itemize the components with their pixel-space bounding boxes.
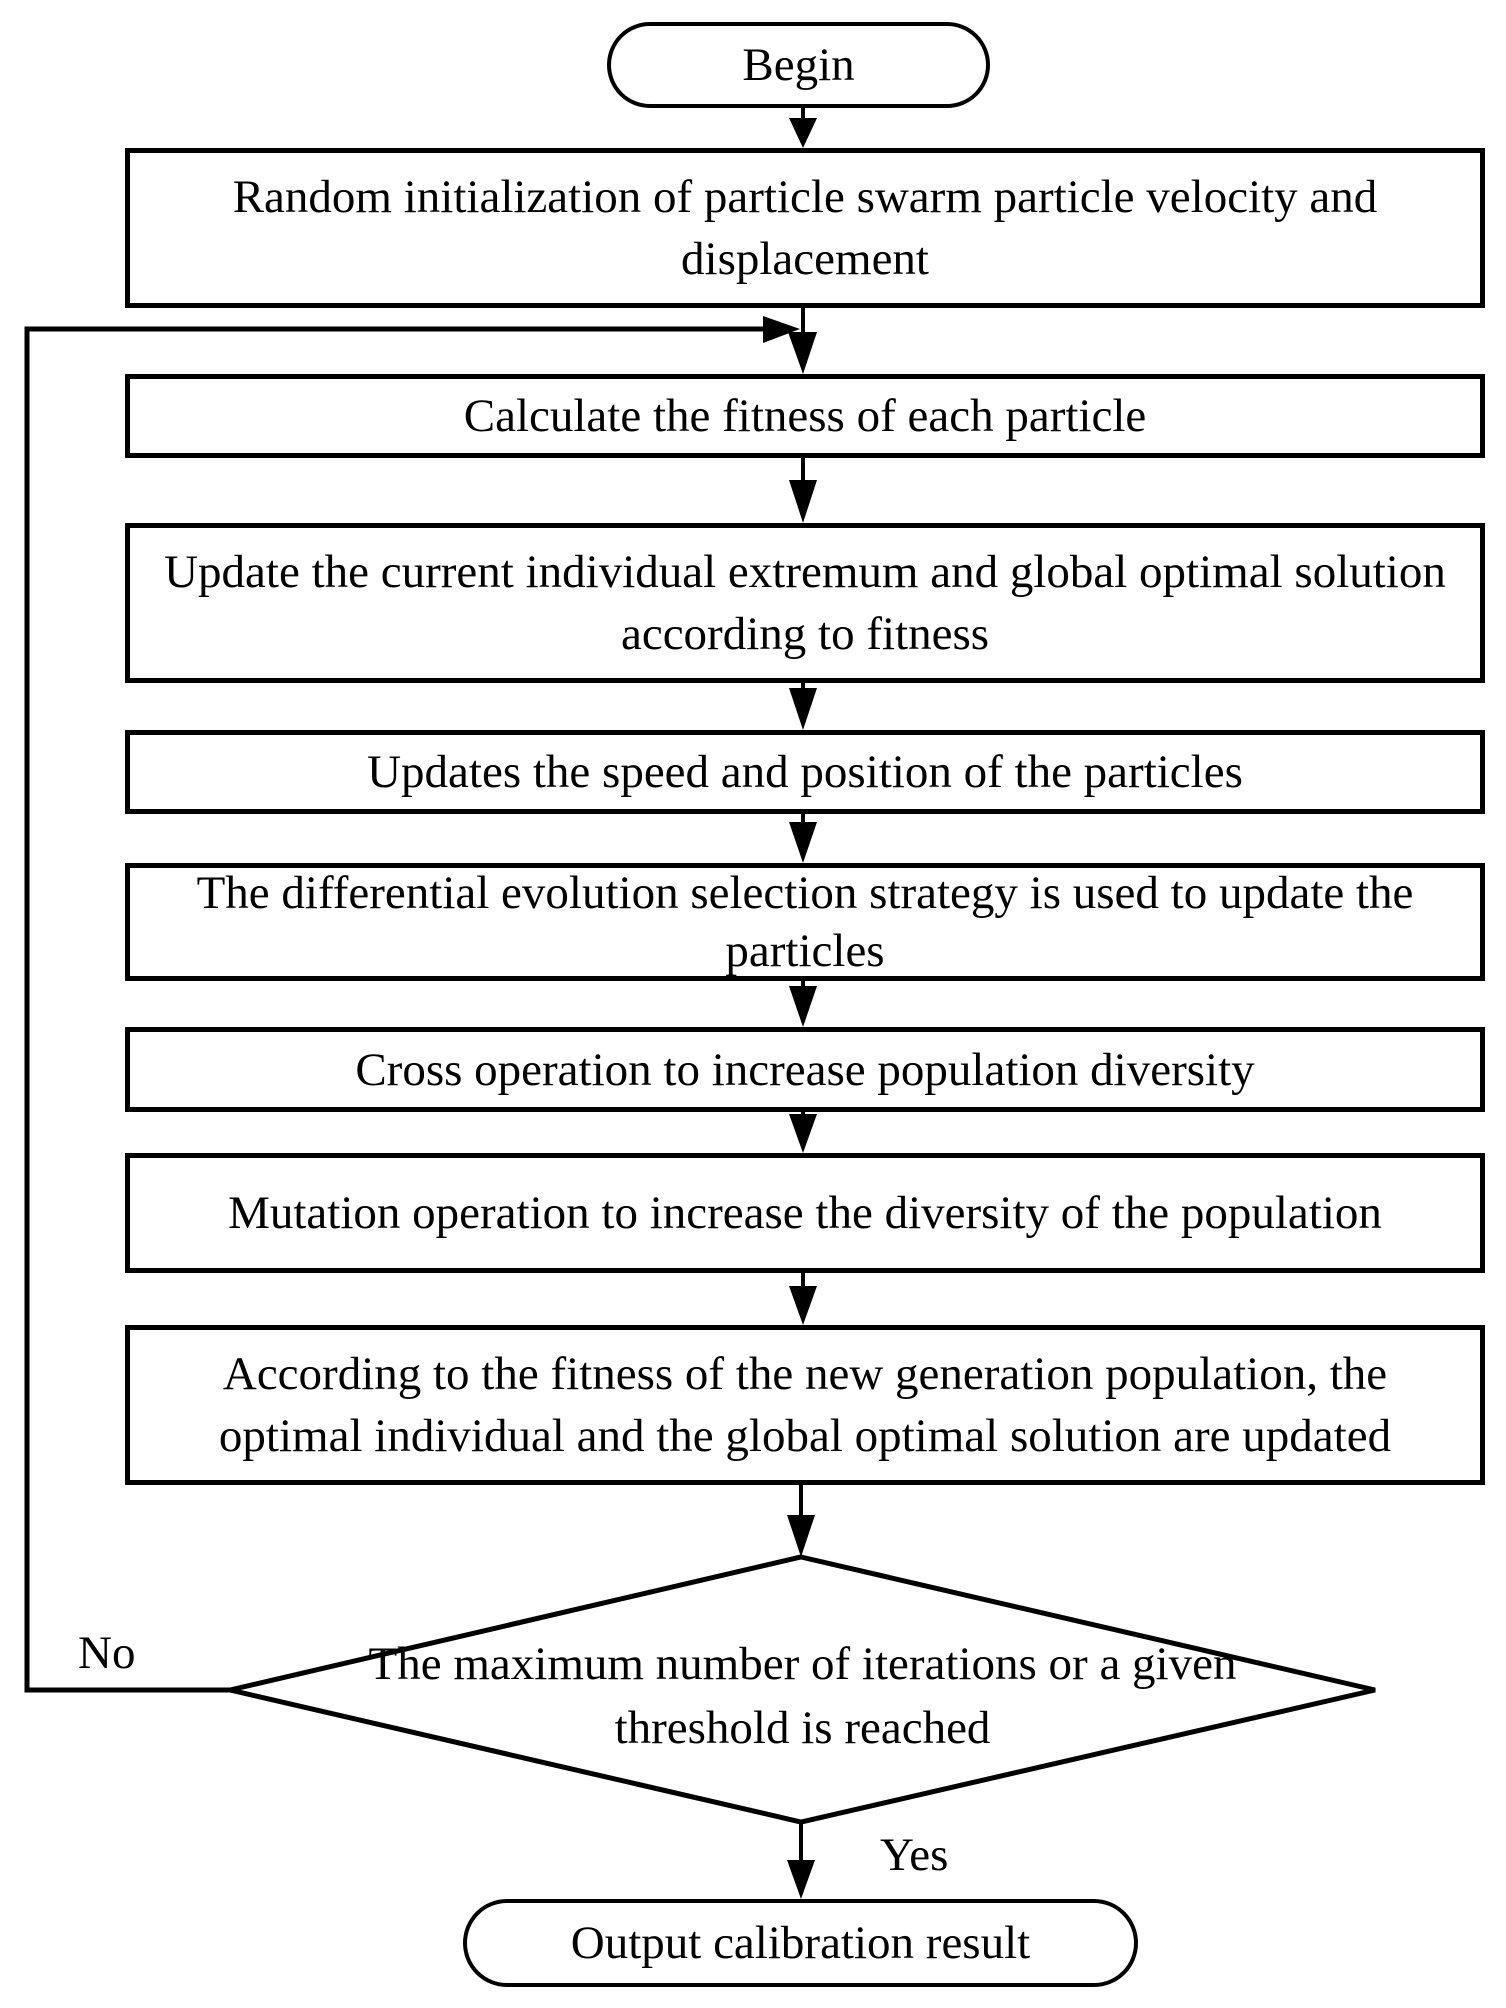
start-terminal (607, 22, 990, 108)
step-fitness (125, 374, 1485, 458)
step-update-extremum-line-2: according to fitness (620, 608, 990, 660)
decision-line-2: threshold is reached (614, 1702, 991, 1754)
step-cross-line-1: Cross operation to increase population diversity (355, 1043, 1255, 1096)
step-mutation (125, 1153, 1485, 1273)
arrow-fitness-to-update-extremum (789, 458, 817, 523)
decision-text (230, 1632, 1375, 1760)
step-init-line-1: Random initialization of particle swarm particle velocity and (232, 171, 1378, 223)
step-fitness-line-1: Calculate the fitness of each particle (463, 390, 1147, 442)
arrow-update-extremum-to-update-speed (789, 683, 817, 730)
step-mutation-line-1: Mutation operation to increase the diversity of the population (228, 1187, 1382, 1239)
step-cross (125, 1027, 1485, 1112)
yes-branch-label: Yes (880, 1829, 949, 1881)
step-init (125, 148, 1485, 308)
arrow-init-to-fitness (788, 308, 817, 374)
step-update-speed-line-1: Updates the speed and position of the particles (367, 746, 1243, 798)
end-label: Output calibration result (570, 1917, 1031, 1969)
step-de-selection (125, 863, 1485, 981)
arrow-mutation-to-update-optimal (789, 1273, 817, 1325)
no-branch-label: No (78, 1627, 136, 1679)
arrow-update-speed-to-de-selection (789, 814, 817, 863)
step-update-extremum (125, 523, 1485, 683)
step-de-selection-line-1: The differential evolution selection strategy is used to update the (196, 867, 1414, 919)
arrow-decision-to-output (787, 1822, 815, 1899)
arrow-begin-to-init (789, 108, 817, 148)
end-terminal (463, 1899, 1138, 1987)
step-de-selection-line-2: particles (725, 925, 885, 977)
step-init-line-2: displacement (681, 233, 929, 285)
arrow-de-selection-to-cross (789, 981, 817, 1027)
step-update-speed (125, 730, 1485, 814)
decision-line-1: The maximum number of iterations or a given (368, 1638, 1237, 1690)
start-label: Begin (742, 39, 855, 91)
step-update-optimal (125, 1325, 1485, 1485)
arrow-cross-to-mutation (789, 1112, 817, 1153)
step-update-optimal-line-1: According to the fitness of the new generation population, the (222, 1348, 1388, 1400)
arrow-update-optimal-to-decision (787, 1485, 815, 1557)
step-update-optimal-line-2: optimal individual and the global optimal solution are updated (218, 1410, 1392, 1462)
step-update-extremum-line-1: Update the current individual extremum and global optimal solution (164, 546, 1446, 598)
